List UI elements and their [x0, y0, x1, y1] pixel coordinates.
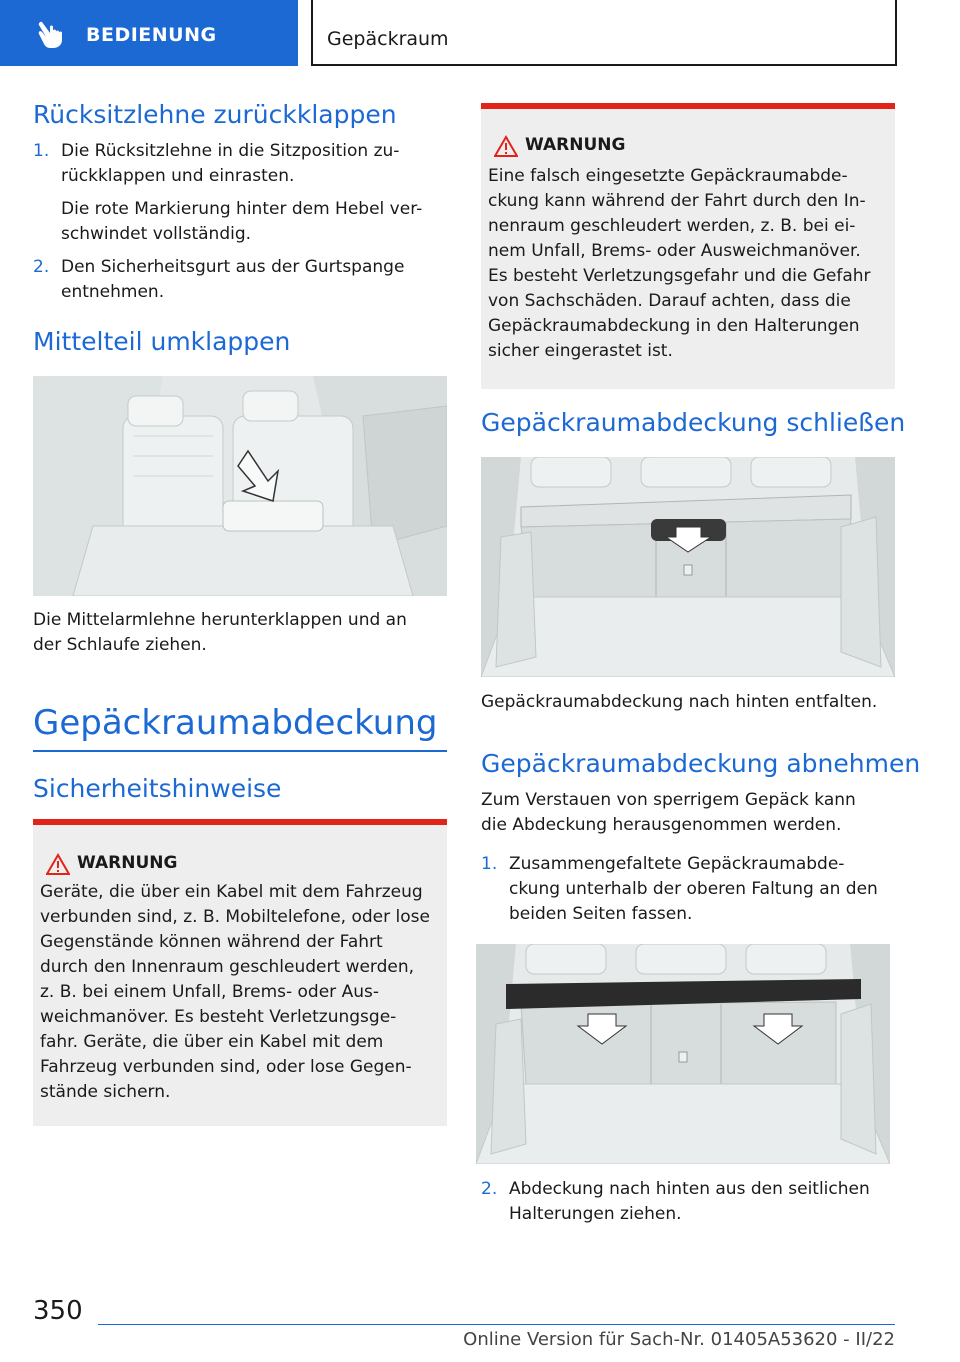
warning-triangle-icon	[494, 135, 518, 157]
intro-remove: Zum Verstauen von sperrigem Gepäck kann die Abdeckung herausgenommen werden.	[481, 790, 856, 835]
step-number: 1.	[481, 854, 498, 874]
cover-remove-illustration	[476, 944, 890, 1164]
chapter-title: Gepäckraum	[327, 28, 449, 50]
warning-box	[481, 103, 895, 389]
heading-safety: Sicherheitshinweise	[33, 774, 282, 803]
footer-text: Online Version für Sach-Nr. 01405A53620 - II/22	[463, 1329, 895, 1350]
rear-seat-armrest-illustration	[33, 376, 447, 596]
caption-middle: Die Mittelarmlehne herunterklappen und an der Schlaufe ziehen.	[33, 610, 407, 655]
warning-box	[33, 819, 447, 1126]
chapter-header	[311, 0, 897, 66]
caption-close: Gepäckraumabdeckung nach hinten entfalten.	[481, 692, 878, 712]
cover-close-illustration	[481, 457, 895, 677]
note-line: schwindet vollständig.	[61, 224, 252, 244]
step-line: Die Rücksitzlehne in die Sitzposition zu-	[61, 141, 400, 161]
heading-main: Gepäckraumabdeckung	[33, 703, 438, 743]
pointing-hand-icon	[36, 18, 70, 50]
section-tab	[0, 0, 298, 66]
footer-rule	[98, 1324, 895, 1325]
step-line: Den Sicherheitsgurt aus der Gurtspange	[61, 257, 405, 277]
heading-middle: Mittelteil umklappen	[33, 327, 291, 356]
step-number: 1.	[33, 141, 50, 161]
note-line: Die rote Markierung hinter dem Hebel ver-	[61, 199, 423, 219]
heading-close: Gepäckraumabdeckung schließen	[481, 408, 906, 437]
page-number: 350	[33, 1296, 83, 1326]
warning-title: WARNUNG	[525, 135, 626, 155]
step-number: 2.	[33, 257, 50, 277]
warning-triangle-icon	[46, 853, 70, 875]
heading-remove: Gepäckraumabdeckung abnehmen	[481, 749, 921, 778]
warning-title: WARNUNG	[77, 853, 178, 873]
heading-rule	[33, 750, 447, 752]
section-label: BEDIENUNG	[86, 24, 217, 46]
step-line: rückklappen und einrasten.	[61, 166, 295, 186]
step-number: 2.	[481, 1179, 498, 1199]
heading-recline: Rücksitzlehne zurückklappen	[33, 100, 397, 129]
step-line: entnehmen.	[61, 282, 165, 302]
warning-text: Geräte, die über ein Kabel mit dem Fahrzeug verbunden sind, z. B. Mobiltelefone, oder lose Gegenstände können während der Fahrt durch den Innenraum geschleudert werden, z. B. bei einem Unfall, Brems- oder Aus- weichmanöver. Es besteht Verletzungsge- fahr. Geräte, die über ein Kabel mit dem Fahrzeug verbunden sind, oder lose Gegen- stände sichern.	[40, 882, 430, 1102]
warning-text: Eine falsch eingesetzte Gepäckraumabde- ckung kann während der Fahrt durch den In- nenraum geschleudert werden, z. B. bei ei- nem Unfall, Brems- oder Ausweichmanöver. Es besteht Verletzungsgefahr und die Gefahr von Sachschäden. Darauf achten, dass die Gepäckraumabdeckung in den Halterungen sicher eingerastet ist.	[488, 166, 871, 361]
